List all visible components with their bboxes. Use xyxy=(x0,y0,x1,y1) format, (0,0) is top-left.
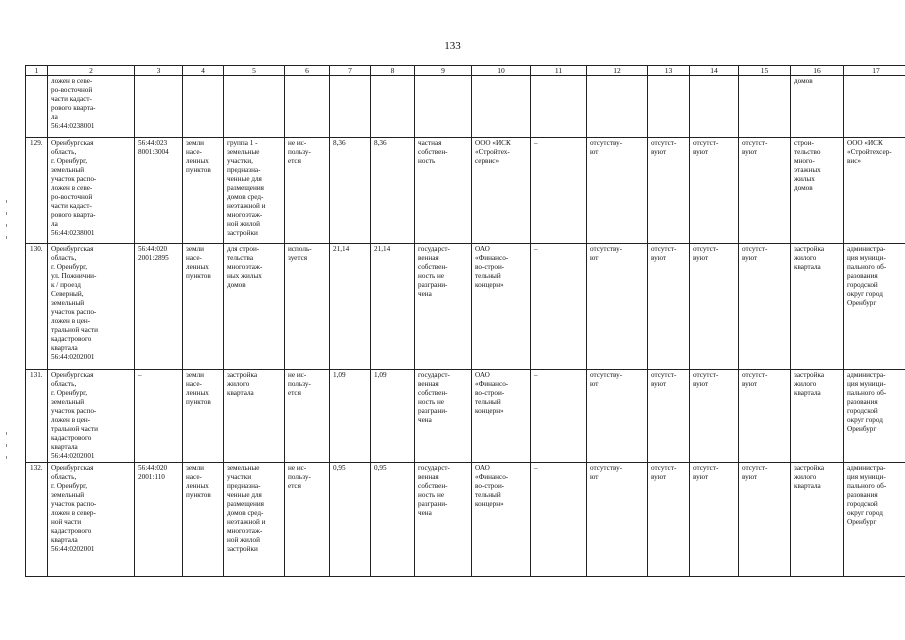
right-holder-cell: ОАО «Финансо- во-строи- тельный концерн» xyxy=(472,244,531,370)
table-row xyxy=(26,370,905,463)
right-holder-cell: ООО «ИСК «Стройтех- сервис» xyxy=(472,138,531,244)
permitted-use-cell: застройка жилого квартала xyxy=(224,370,285,463)
column-number: 17 xyxy=(844,66,905,76)
table-cell: отсутст- вуют xyxy=(648,138,690,244)
row-number-cell xyxy=(26,76,48,138)
column-number: 14 xyxy=(690,66,739,76)
area-cell: 0,95 xyxy=(371,463,415,577)
usage-status-cell: не ис- пользу- ется xyxy=(285,138,330,244)
ownership-form-cell: государст- венная собствен- ность не разграни- чена xyxy=(415,463,472,577)
row-number-cell: 132. xyxy=(26,463,48,577)
column-number: 10 xyxy=(472,66,531,76)
area-cell: 1,09 xyxy=(330,370,371,463)
table-cell: отсутст- вуют xyxy=(648,370,690,463)
area-cell: 21,14 xyxy=(371,244,415,370)
table-cell xyxy=(648,76,690,138)
location-cell: Оренбургская область, г. Оренбург, земельный участок распо- ложен в север- ной части кадастрового квартала 56:44:0202001 xyxy=(48,463,135,577)
land-category-cell xyxy=(183,76,224,138)
ownership-form-cell xyxy=(415,76,472,138)
table-cell: отсутству- ют xyxy=(587,463,648,577)
row-number-cell: 130. xyxy=(26,244,48,370)
area-cell xyxy=(371,76,415,138)
row-number-cell: 129. xyxy=(26,138,48,244)
location-cell: ложен в севе- ро-восточной части кадаст- рового кварта- ла 56:44:0238001 xyxy=(48,76,135,138)
area-cell: 0,95 xyxy=(330,463,371,577)
table-row xyxy=(26,138,905,244)
land-category-cell: земли насе- ленных пунктов xyxy=(183,370,224,463)
permitted-use-cell: земельные участки предназна- ченные для размещения домов сред- неэтажной и многоэтаж- ной жилой застройки xyxy=(224,463,285,577)
table-cell xyxy=(587,76,648,138)
table-cell xyxy=(690,76,739,138)
table-cell: отсутст- вуют xyxy=(690,370,739,463)
usage-status-cell: не ис- пользу- ется xyxy=(285,463,330,577)
column-number: 16 xyxy=(791,66,844,76)
table-cell: – xyxy=(531,138,587,244)
column-number: 15 xyxy=(739,66,791,76)
table-cell: – xyxy=(531,370,587,463)
area-cell: 8,36 xyxy=(371,138,415,244)
table-row xyxy=(26,76,905,138)
owner-cell: администра- ция муници- пального об- разования городской округ город Оренбург xyxy=(844,463,905,577)
table-cell: отсутст- вуют xyxy=(648,463,690,577)
cadastral-number-cell xyxy=(135,76,183,138)
table-cell xyxy=(739,76,791,138)
column-number: 8 xyxy=(371,66,415,76)
area-cell: 21,14 xyxy=(330,244,371,370)
planned-use-cell: строи- тельство много- этажных жилых домов xyxy=(791,138,844,244)
owner-cell: администра- ция муници- пального об- разования городской округ город Оренбург xyxy=(844,370,905,463)
location-cell: Оренбургская область, г. Оренбург, земельный участок распо- ложен в севе- ро-восточной части кадаст- рового кварта- ла 56:44:0238001 xyxy=(48,138,135,244)
location-cell: Оренбургская область, г. Оренбург, ул. Пожнични- к / проезд Северный, земельный участок распо- ложен в цен- тральной части кадастрового квартала 56:44:0202001 xyxy=(48,244,135,370)
column-number: 3 xyxy=(135,66,183,76)
location-cell: Оренбургская область, г. Оренбург, земельный участок распо- ложен в цен- тральной части кадастрового квартала 56:44:0202001 xyxy=(48,370,135,463)
ownership-form-cell: государст- венная собствен- ность не разграни- чена xyxy=(415,370,472,463)
table-cell: отсутст- вуют xyxy=(690,463,739,577)
cadastral-number-cell: 56:44:020 2001:2895 xyxy=(135,244,183,370)
land-plot-register-table xyxy=(25,65,905,577)
column-number-row xyxy=(26,66,905,76)
table-cell: – xyxy=(531,463,587,577)
permitted-use-cell: для строи- тельства многоэтаж- ных жилых домов xyxy=(224,244,285,370)
column-number: 4 xyxy=(183,66,224,76)
usage-status-cell xyxy=(285,76,330,138)
owner-cell xyxy=(844,76,905,138)
page-number: 133 xyxy=(444,40,461,52)
owner-cell: ООО «ИСК «Стройтехсер- вис» xyxy=(844,138,905,244)
column-number: 9 xyxy=(415,66,472,76)
table-cell: отсутст- вуют xyxy=(690,138,739,244)
column-number: 6 xyxy=(285,66,330,76)
table-cell: отсутству- ют xyxy=(587,244,648,370)
table-row xyxy=(26,244,905,370)
column-number: 7 xyxy=(330,66,371,76)
usage-status-cell: не ис- пользу- ется xyxy=(285,370,330,463)
usage-status-cell: исполь- зуется xyxy=(285,244,330,370)
column-number: 2 xyxy=(48,66,135,76)
table-cell: отсутст- вуют xyxy=(739,370,791,463)
table-row xyxy=(26,463,905,577)
planned-use-cell: застройка жилого квартала xyxy=(791,463,844,577)
area-cell xyxy=(330,76,371,138)
table-cell: – xyxy=(531,244,587,370)
area-cell: 8,36 xyxy=(330,138,371,244)
planned-use-cell: застройка жилого квартала xyxy=(791,244,844,370)
table-cell: отсутству- ют xyxy=(587,370,648,463)
land-category-cell: земли насе- ленных пунктов xyxy=(183,244,224,370)
table-cell: отсутст- вуют xyxy=(648,244,690,370)
column-number: 1 xyxy=(26,66,48,76)
cadastral-number-cell: 56:44:020 2001:110 xyxy=(135,463,183,577)
right-holder-cell xyxy=(472,76,531,138)
table-cell: отсутст- вуют xyxy=(739,138,791,244)
ownership-form-cell: частная собствен- ность xyxy=(415,138,472,244)
table-cell: отсутству- ют xyxy=(587,138,648,244)
right-holder-cell: ОАО «Финансо- во-строи- тельный концерн» xyxy=(472,370,531,463)
column-number: 13 xyxy=(648,66,690,76)
land-category-cell: земли насе- ленных пунктов xyxy=(183,463,224,577)
table-cell xyxy=(531,76,587,138)
cadastral-number-cell: 56:44:023 8001:3004 xyxy=(135,138,183,244)
column-number: 11 xyxy=(531,66,587,76)
land-category-cell: земли насе- ленных пунктов xyxy=(183,138,224,244)
row-number-cell: 131. xyxy=(26,370,48,463)
table-cell: отсутст- вуют xyxy=(739,244,791,370)
column-number: 5 xyxy=(224,66,285,76)
right-holder-cell: ОАО «Финансо- во-строи- тельный концерн» xyxy=(472,463,531,577)
area-cell: 1,09 xyxy=(371,370,415,463)
owner-cell: администра- ция муници- пального об- разования городской округ город Оренбург xyxy=(844,244,905,370)
permitted-use-cell: группа 1 - земельные участки, предназна- ченные для размещения домов сред- неэтажной и многоэтаж- ной жилой застройки xyxy=(224,138,285,244)
table-cell: отсутст- вуют xyxy=(690,244,739,370)
cadastral-number-cell: – xyxy=(135,370,183,463)
planned-use-cell: домов xyxy=(791,76,844,138)
permitted-use-cell xyxy=(224,76,285,138)
ownership-form-cell: государст- венная собствен- ность не разграни- чена xyxy=(415,244,472,370)
planned-use-cell: застройка жилого квартала xyxy=(791,370,844,463)
column-number: 12 xyxy=(587,66,648,76)
table-cell: отсутст- вуют xyxy=(739,463,791,577)
